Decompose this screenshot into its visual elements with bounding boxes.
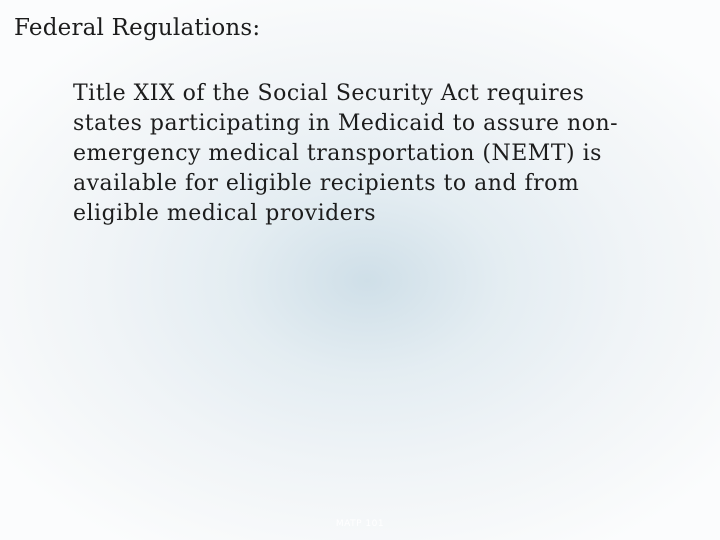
slide-footer: MATP 101: [335, 519, 385, 529]
slide-body-text: Title XIX of the Social Security Act requires states participating in Medicaid to assure non-emergency medical transportation (NEMT) is available for eligible recipients to and from eligible medical providers: [73, 81, 619, 226]
slide-title: Federal Regulations:: [14, 15, 261, 41]
